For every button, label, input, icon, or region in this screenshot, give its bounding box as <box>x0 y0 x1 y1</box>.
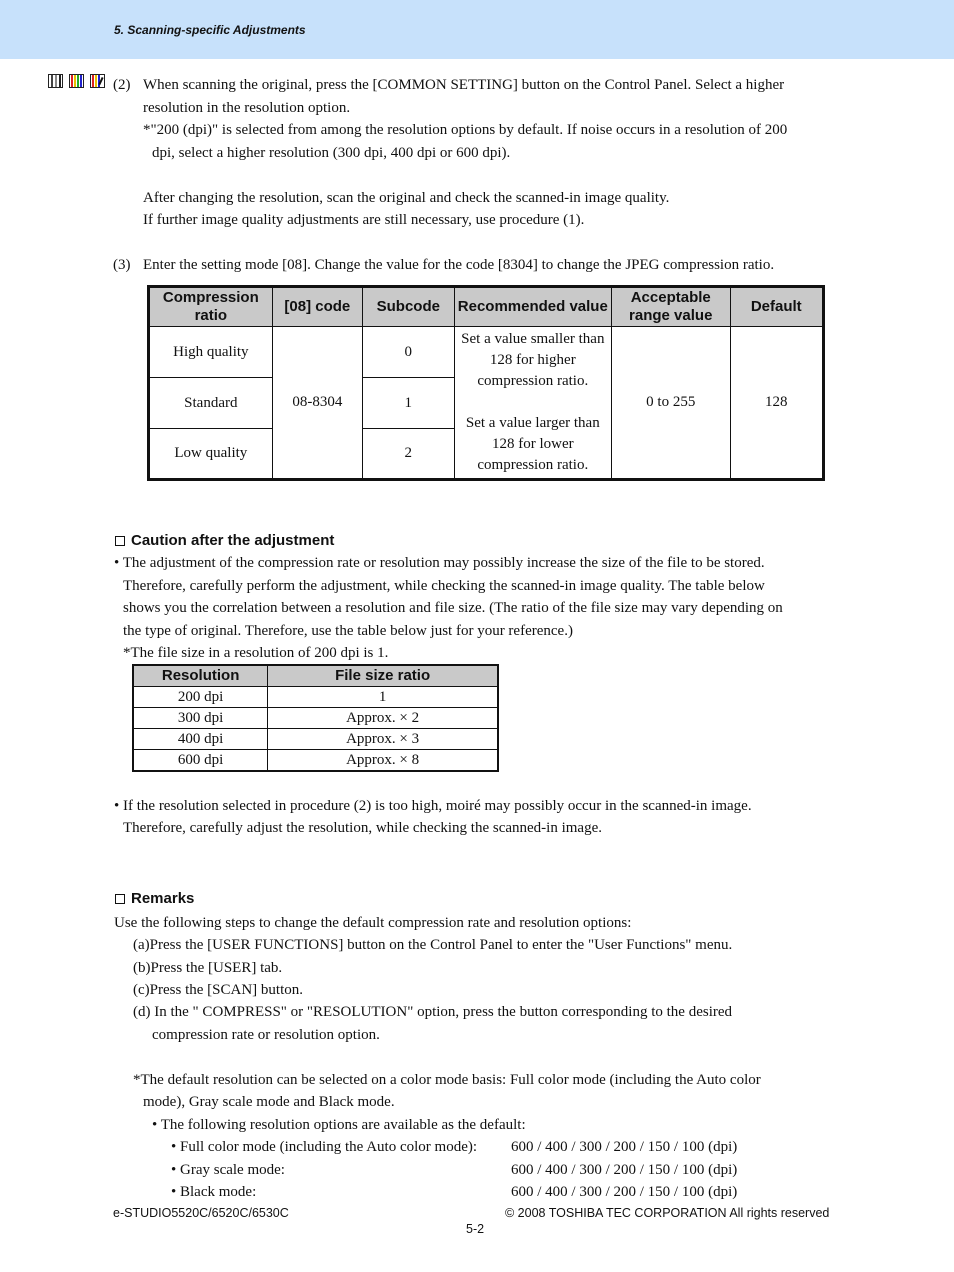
ratio-cell: Standard <box>149 378 273 429</box>
table-row <box>133 750 498 772</box>
page-number: 5-2 <box>466 1222 485 1236</box>
table-row <box>133 687 498 708</box>
remarks-step-a: (a)Press the [USER FUNCTIONS] button on the Control Panel to enter the "User Functions" menu. <box>133 937 733 953</box>
ratio-cell: 1 <box>268 687 498 708</box>
mode-value: 600 / 400 / 300 / 200 / 150 / 100 (dpi) <box>511 1162 738 1178</box>
column-header: File size ratio <box>268 665 498 687</box>
checkbox-icon <box>115 536 125 546</box>
step-2-line-1: When scanning the original, press the [COMMON SETTING] button on the Control Panel. Select a higher <box>143 77 785 93</box>
remarks-note-line-1: *The default resolution can be selected on a color mode basis: Full color mode (including the Auto color <box>133 1072 761 1088</box>
range-cell: 0 to 255 <box>611 327 730 480</box>
resolution-cell: 300 dpi <box>133 708 268 729</box>
column-header: Compression ratio <box>149 287 273 327</box>
resolution-cell: 400 dpi <box>133 729 268 750</box>
black-mode-icon <box>48 74 63 88</box>
column-header: Recommended value <box>454 287 611 327</box>
file-size-table <box>132 664 499 772</box>
recommended-lower-compression: Set a value larger than 128 for lower compression ratio. <box>465 415 600 473</box>
ratio-cell: Low quality <box>149 429 273 480</box>
column-header: Subcode <box>362 287 454 327</box>
subcode-cell: 0 <box>362 327 454 378</box>
subcode-cell: 1 <box>362 378 454 429</box>
step-3-number: (3) <box>113 257 131 273</box>
mode-label: • Black mode: <box>171 1184 257 1200</box>
checkbox-icon <box>115 894 125 904</box>
table-header-row <box>133 665 498 687</box>
ratio-cell: Approx. × 8 <box>268 750 498 772</box>
mode-value: 600 / 400 / 300 / 200 / 150 / 100 (dpi) <box>511 1139 738 1155</box>
mode-label: • Gray scale mode: <box>171 1162 285 1178</box>
column-header: Resolution <box>133 665 268 687</box>
step-3-line-1: Enter the setting mode [08]. Change the value for the code [8304] to change the JPEG compression ratio. <box>143 257 775 273</box>
recommended-higher-compression: Set a value smaller than 128 for higher compression ratio. <box>461 331 605 389</box>
remarks-heading <box>115 888 194 910</box>
caution-bullet-1-line-3: shows you the correlation between a resolution and file size. (The ratio of the file size may vary depending on <box>123 600 783 616</box>
caution-bullet-1-line-2: Therefore, carefully perform the adjustment, while checking the scanned-in image quality. The table below <box>123 578 765 594</box>
step-2-after-line-2: If further image quality adjustments are still necessary, use procedure (1). <box>143 212 585 228</box>
footer-copyright: © 2008 TOSHIBA TEC CORPORATION All rights reserved <box>505 1206 830 1220</box>
full-color-mode-icon <box>69 74 84 88</box>
section-title: 5. Scanning-specific Adjustments <box>114 23 306 37</box>
footer-model: e-STUDIO5520C/6520C/6530C <box>113 1206 289 1220</box>
remarks-step-c: (c)Press the [SCAN] button. <box>133 982 303 998</box>
recommended-value-cell <box>454 327 611 480</box>
mode-value: 600 / 400 / 300 / 200 / 150 / 100 (dpi) <box>511 1184 738 1200</box>
column-header: Acceptable range value <box>611 287 730 327</box>
color-mode-icons <box>48 74 105 88</box>
compression-ratio-table <box>147 285 825 481</box>
auto-color-mode-icon <box>90 74 105 88</box>
remarks-step-d-line-1: (d) In the " COMPRESS" or "RESOLUTION" option, press the button corresponding to the desired <box>133 1004 733 1020</box>
caution-heading <box>115 530 334 552</box>
step-2-note-line-2: dpi, select a higher resolution (300 dpi, 400 dpi or 600 dpi). <box>152 145 511 161</box>
table-header-row <box>149 287 824 327</box>
caution-bullet-1-line-4: the type of original. Therefore, use the table below just for your reference.) <box>123 623 573 639</box>
table-row <box>149 327 824 378</box>
step-2-note-line-1: *"200 (dpi)" is selected from among the resolution options by default. If noise occurs in a resolution of 200 <box>143 122 788 138</box>
code-cell: 08-8304 <box>272 327 362 480</box>
caution-bullet-2-line-2: Therefore, carefully adjust the resolution, while checking the scanned-in image. <box>123 820 602 836</box>
remarks-step-b: (b)Press the [USER] tab. <box>133 960 283 976</box>
resolution-cell: 200 dpi <box>133 687 268 708</box>
step-2-line-2: resolution in the resolution option. <box>143 100 351 116</box>
remarks-note-line-3: • The following resolution options are available as the default: <box>152 1117 526 1133</box>
remarks-step-d-line-2: compression rate or resolution option. <box>152 1027 380 1043</box>
caution-title: Caution after the adjustment <box>131 532 335 549</box>
resolution-cell: 600 dpi <box>133 750 268 772</box>
ratio-cell: Approx. × 2 <box>268 708 498 729</box>
table-row <box>133 729 498 750</box>
mode-label: • Full color mode (including the Auto color mode): <box>171 1139 478 1155</box>
table-row <box>133 708 498 729</box>
step-2-after-line-1: After changing the resolution, scan the original and check the scanned-in image quality. <box>143 190 670 206</box>
step-2-number: (2) <box>113 77 131 93</box>
column-header: [08] code <box>272 287 362 327</box>
caution-note: *The file size in a resolution of 200 dpi is 1. <box>123 645 389 661</box>
remarks-note-line-2: mode), Gray scale mode and Black mode. <box>143 1094 395 1110</box>
default-cell: 128 <box>730 327 824 480</box>
caution-bullet-2-line-1: • If the resolution selected in procedure (2) is too high, moiré may possibly occur in the scanned-in image. <box>114 798 752 814</box>
caution-bullet-1-line-1: • The adjustment of the compression rate or resolution may possibly increase the size of the file to be stored. <box>114 555 765 571</box>
subcode-cell: 2 <box>362 429 454 480</box>
ratio-cell: Approx. × 3 <box>268 729 498 750</box>
remarks-intro: Use the following steps to change the default compression rate and resolution options: <box>114 915 632 931</box>
ratio-cell: High quality <box>149 327 273 378</box>
column-header: Default <box>730 287 824 327</box>
remarks-title: Remarks <box>131 890 195 907</box>
